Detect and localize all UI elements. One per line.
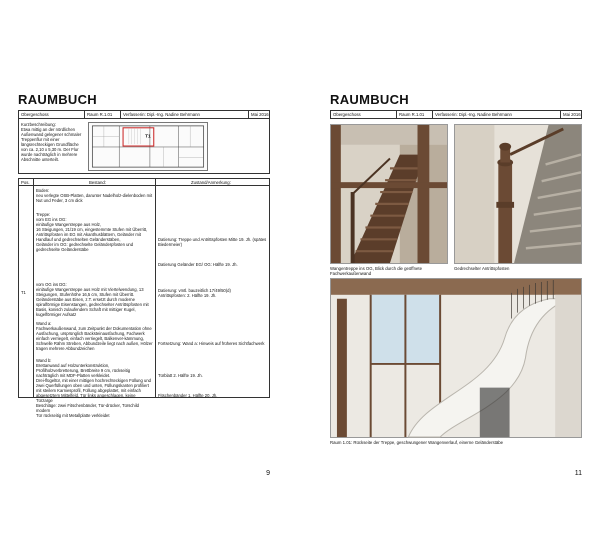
caption-photo-1: Wangentreppe ins OG, Blick durch die geöffnete Fachwerkaußenwand (330, 266, 422, 276)
header-author: Verfasserin: Dipl.-Ing. Nadine Behrmann (121, 111, 249, 118)
col-bestand-header: Bestand: (89, 180, 106, 185)
header-room: Raum R.1.01 (85, 111, 121, 118)
entry-zustand-wall-a: Fortsetzung: Wand a: Hinweis auf früheres Sichtfachwerk (158, 341, 265, 346)
header-room: Raum R.1.01 (397, 111, 433, 118)
entry-pos: T1 (21, 290, 26, 295)
header-floor: Obergeschoss (331, 111, 397, 118)
floor-plan-drawing (89, 123, 207, 170)
room-summary (18, 119, 270, 174)
short-description: Kurzbeschreibung: Etwa mittig an der nördlichen Außenwand gelegener schmaler Treppenflur mit einer längsrechteckigen Grundfläche von ca. 2,10 x 5,30 m. Der Flur wurde nachträglich in mehrere Abschnitte unterteilt. (21, 122, 82, 162)
table-header (19, 179, 269, 186)
page-title: RAUMBUCH (330, 92, 409, 107)
photo-stair-og (330, 124, 448, 264)
page-title: RAUMBUCH (18, 92, 97, 107)
entry-zustand-wall-b: Türblatt 2. Hälfte 19. Jh. Fitschenbänder 1. Hälfte 20. Jh. (158, 373, 218, 398)
page-number: 9 (266, 470, 270, 477)
entry-bestand-stair-og: Treppe: vom EG ins OG: einläufige Wangentreppe aus Holz, 16 Steigungen, 21/19 cm, eingestemmte Stufen mit Überritt, Antrittspfosten im EG mit Akanthusblättern, Geländer mit Handlauf und gedrechselten Geländerstäben, Geländer im OG: gedrechselte Geländerpfosten und gedrechselte Geländerstäbe (36, 212, 148, 252)
entry-bestand-wall-b: Wand b: Brettanwand auf Holzunterkonstruktion, Profilholzverbretterung, Brettbreite 9 cm, rückseitig nachträglich mit MDF-Platten verkleidet. Drei-flügeltür, mit einer mittigen hochrechteckigen Füllung und zwei Querfüllungen oben und unten, Füllungskanten profiliert mit steilem Karniesprofil, Füllung abgeplattet, mit einfach abgesetztem Mittelfeld, Tür links angeschlagen, keine Türzarge Beschläge: zwei Fitschenbänder, Tür-drücker, Türschild modern Tür rückseitig mit Metallplatte verkleidet (36, 358, 151, 418)
header-date: Mai 2016 (563, 112, 581, 117)
header-date: Mai 2016 (251, 112, 269, 117)
entry-bestand-stair-dg: vom OG ins DG: einläufige Wangentreppe aus Holz mit Viertelwendung, 13 Steigungen, Stufenhöhe 16,5 cm, Stufen mit Überritt. Geländerstäbe aus Eisen, z.T. ersetzt durch moderne spiralförmige Eisenstangen, gedrechselter Antrittspfosten mit Basis, konisch zulaufendem Schaft mit mittiger Kugel, kugelförmiger Aufsatz (36, 282, 149, 317)
plan-label: T1 (145, 134, 151, 140)
entry-zustand-stair-dg: Datierung: vmtl. bauzeitlich 17/49/50(d) Antrittspfosten: 2. Hälfte 19. Jh. (158, 288, 231, 298)
floor-plan-image (88, 122, 208, 171)
entry-zustand-stair-og: Datierung: Treppe und Antrittspfosten Mitte 19. Jh. (spätes Biedermeier) Datierung Geländer EG/ OG: Hälfte 19. Jh. (158, 237, 267, 267)
photo-stair-underside (330, 278, 582, 438)
caption-photo-3: Raum 1.01: Rückseite der Treppe, geschwungener Wangenverlauf, einerne Geländerstäbe (330, 440, 504, 445)
header-author: Verfasserin: Dipl.-Ing. Nadine Behrmann (433, 111, 561, 118)
header-floor: Obergeschoss (19, 111, 85, 118)
page-number: 11 (574, 470, 582, 477)
entry-bestand-floor: Boden: neu verlegte OSB-Platten, darunter Nadelholz-dielenboden mit Nut und Feder, 3 cm dick (36, 188, 153, 203)
left-page (14, 88, 276, 481)
caption-photo-2: Gedrechselter Antrittspfosten (454, 266, 510, 271)
photo-newel-post (454, 124, 582, 264)
header-row (18, 110, 270, 119)
col-zustand-header: Zustand/Anmerkung: (191, 180, 231, 185)
entry-bestand-wall-a: Wand a: Fachwerkaußenwand, zum Zeitpunkt der Dokumentation ohne Ausfachung, ursprünglich Backsteinausfachung, Fachwerk einfach verriegelt, einfach verriegelt, Balkenver-kämmung, Schwelle Rähm Streben, Abbundzeile liegt nach außen, Hölzer tragen mehrere Abbundzeichen (36, 321, 153, 351)
right-page (326, 88, 588, 481)
header-row (330, 110, 582, 119)
col-pos-header: Pos. (21, 180, 30, 185)
inventory-table (18, 178, 270, 418)
